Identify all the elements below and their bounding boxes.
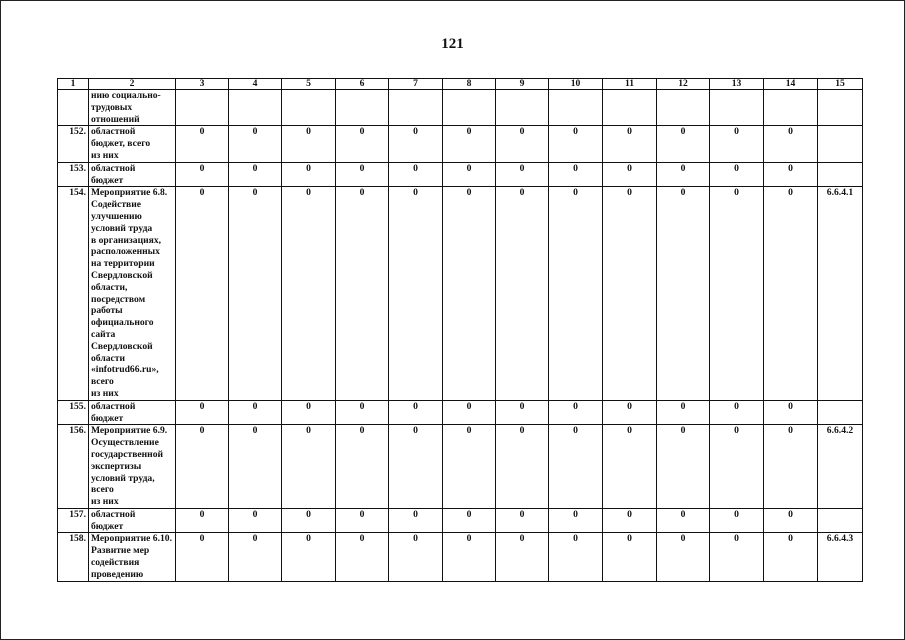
value-cell: 0 — [176, 400, 229, 425]
budget-table — [57, 78, 863, 582]
row-name: областной бюджет — [89, 162, 176, 187]
target-code — [818, 162, 863, 187]
row-name: нию социально- трудовых отношений — [89, 90, 176, 126]
row-name: областной бюджет, всего из них — [89, 126, 176, 162]
value-cell: 0 — [229, 400, 282, 425]
value-cell: 0 — [336, 400, 389, 425]
value-cell: 0 — [282, 425, 336, 509]
row-name: Мероприятие 6.10. Развитие мер содействия проведению — [89, 533, 176, 581]
value-cell: 0 — [603, 400, 657, 425]
target-code: 6.6.4.1 — [818, 187, 863, 400]
value-cell: 0 — [603, 425, 657, 509]
value-cell: 0 — [443, 400, 496, 425]
value-cell: 0 — [710, 187, 764, 400]
value-cell: 0 — [389, 187, 443, 400]
row-number: 157. — [58, 508, 89, 533]
column-header-14: 14 — [764, 79, 818, 90]
column-header-3: 3 — [176, 79, 229, 90]
value-cell: 0 — [549, 400, 603, 425]
value-cell: 0 — [443, 533, 496, 581]
value-cell: 0 — [496, 533, 549, 581]
column-header-7: 7 — [389, 79, 443, 90]
value-cell: 0 — [657, 425, 710, 509]
value-cell: 0 — [176, 162, 229, 187]
value-cell: 0 — [443, 508, 496, 533]
value-cell: 0 — [710, 126, 764, 162]
value-cell — [657, 90, 710, 126]
row-name: Мероприятие 6.8. Содействие улучшению условий труда в организациях, расположенных на территории Свердловской области, посредством работы официального сайта Свердловской области «infotrud66.ru», всего из них — [89, 187, 176, 400]
value-cell: 0 — [176, 126, 229, 162]
value-cell: 0 — [496, 162, 549, 187]
table-row — [58, 162, 863, 187]
page-number: 121 — [441, 36, 464, 52]
column-header-2: 2 — [89, 79, 176, 90]
value-cell: 0 — [176, 508, 229, 533]
value-cell: 0 — [229, 425, 282, 509]
value-cell: 0 — [496, 400, 549, 425]
value-cell: 0 — [443, 126, 496, 162]
value-cell: 0 — [176, 533, 229, 581]
value-cell: 0 — [176, 425, 229, 509]
value-cell: 0 — [336, 187, 389, 400]
value-cell: 0 — [549, 533, 603, 581]
row-name: Мероприятие 6.9. Осуществление государственной экспертизы условий труда, всего из них — [89, 425, 176, 509]
value-cell: 0 — [229, 187, 282, 400]
value-cell: 0 — [764, 508, 818, 533]
value-cell: 0 — [282, 533, 336, 581]
value-cell: 0 — [336, 508, 389, 533]
column-header-15: 15 — [818, 79, 863, 90]
value-cell: 0 — [764, 533, 818, 581]
value-cell: 0 — [336, 162, 389, 187]
target-code — [818, 400, 863, 425]
value-cell: 0 — [657, 187, 710, 400]
value-cell: 0 — [710, 425, 764, 509]
row-name: областной бюджет — [89, 400, 176, 425]
value-cell — [764, 90, 818, 126]
value-cell: 0 — [282, 187, 336, 400]
table-row — [58, 126, 863, 162]
row-number: 153. — [58, 162, 89, 187]
column-header-10: 10 — [549, 79, 603, 90]
value-cell: 0 — [657, 533, 710, 581]
value-cell: 0 — [603, 187, 657, 400]
value-cell: 0 — [443, 425, 496, 509]
row-number — [58, 90, 89, 126]
value-cell — [603, 90, 657, 126]
value-cell: 0 — [496, 425, 549, 509]
value-cell — [336, 90, 389, 126]
value-cell: 0 — [710, 400, 764, 425]
value-cell: 0 — [229, 162, 282, 187]
row-number: 155. — [58, 400, 89, 425]
value-cell: 0 — [176, 187, 229, 400]
value-cell: 0 — [389, 425, 443, 509]
value-cell — [389, 90, 443, 126]
column-header-8: 8 — [443, 79, 496, 90]
value-cell: 0 — [389, 126, 443, 162]
value-cell: 0 — [710, 508, 764, 533]
value-cell — [229, 90, 282, 126]
table-body — [58, 90, 863, 582]
value-cell: 0 — [549, 162, 603, 187]
value-cell: 0 — [549, 425, 603, 509]
value-cell: 0 — [229, 126, 282, 162]
value-cell: 0 — [657, 162, 710, 187]
column-header-11: 11 — [603, 79, 657, 90]
value-cell: 0 — [389, 162, 443, 187]
value-cell: 0 — [443, 187, 496, 400]
value-cell: 0 — [282, 126, 336, 162]
value-cell — [549, 90, 603, 126]
column-header-9: 9 — [496, 79, 549, 90]
column-header-5: 5 — [282, 79, 336, 90]
target-code — [818, 90, 863, 126]
target-code — [818, 126, 863, 162]
value-cell — [710, 90, 764, 126]
header-row — [58, 79, 863, 90]
value-cell: 0 — [282, 400, 336, 425]
value-cell: 0 — [603, 533, 657, 581]
value-cell: 0 — [336, 533, 389, 581]
table-row — [58, 425, 863, 509]
row-number: 152. — [58, 126, 89, 162]
value-cell: 0 — [764, 400, 818, 425]
target-code: 6.6.4.2 — [818, 425, 863, 509]
value-cell: 0 — [764, 126, 818, 162]
value-cell — [443, 90, 496, 126]
value-cell: 0 — [764, 425, 818, 509]
value-cell: 0 — [389, 400, 443, 425]
value-cell: 0 — [764, 187, 818, 400]
value-cell: 0 — [549, 126, 603, 162]
value-cell: 0 — [229, 533, 282, 581]
column-header-4: 4 — [229, 79, 282, 90]
target-code: 6.6.4.3 — [818, 533, 863, 581]
column-header-12: 12 — [657, 79, 710, 90]
value-cell: 0 — [549, 187, 603, 400]
value-cell: 0 — [336, 126, 389, 162]
value-cell: 0 — [657, 126, 710, 162]
row-number: 156. — [58, 425, 89, 509]
value-cell: 0 — [389, 533, 443, 581]
column-header-13: 13 — [710, 79, 764, 90]
value-cell: 0 — [336, 425, 389, 509]
value-cell: 0 — [496, 187, 549, 400]
table-row — [58, 508, 863, 533]
value-cell: 0 — [549, 508, 603, 533]
value-cell: 0 — [603, 162, 657, 187]
column-header-6: 6 — [336, 79, 389, 90]
table-row — [58, 90, 863, 126]
value-cell — [496, 90, 549, 126]
value-cell: 0 — [389, 508, 443, 533]
value-cell: 0 — [710, 162, 764, 187]
table-row — [58, 187, 863, 400]
value-cell: 0 — [603, 508, 657, 533]
value-cell: 0 — [657, 508, 710, 533]
table-row — [58, 400, 863, 425]
row-number: 158. — [58, 533, 89, 581]
target-code — [818, 508, 863, 533]
value-cell: 0 — [710, 533, 764, 581]
value-cell: 0 — [764, 162, 818, 187]
value-cell — [176, 90, 229, 126]
row-number: 154. — [58, 187, 89, 400]
value-cell: 0 — [496, 126, 549, 162]
column-header-1: 1 — [58, 79, 89, 90]
table-row — [58, 533, 863, 581]
value-cell: 0 — [603, 126, 657, 162]
value-cell: 0 — [657, 400, 710, 425]
value-cell: 0 — [443, 162, 496, 187]
value-cell — [282, 90, 336, 126]
value-cell: 0 — [282, 162, 336, 187]
value-cell: 0 — [229, 508, 282, 533]
value-cell: 0 — [282, 508, 336, 533]
row-name: областной бюджет — [89, 508, 176, 533]
value-cell: 0 — [496, 508, 549, 533]
